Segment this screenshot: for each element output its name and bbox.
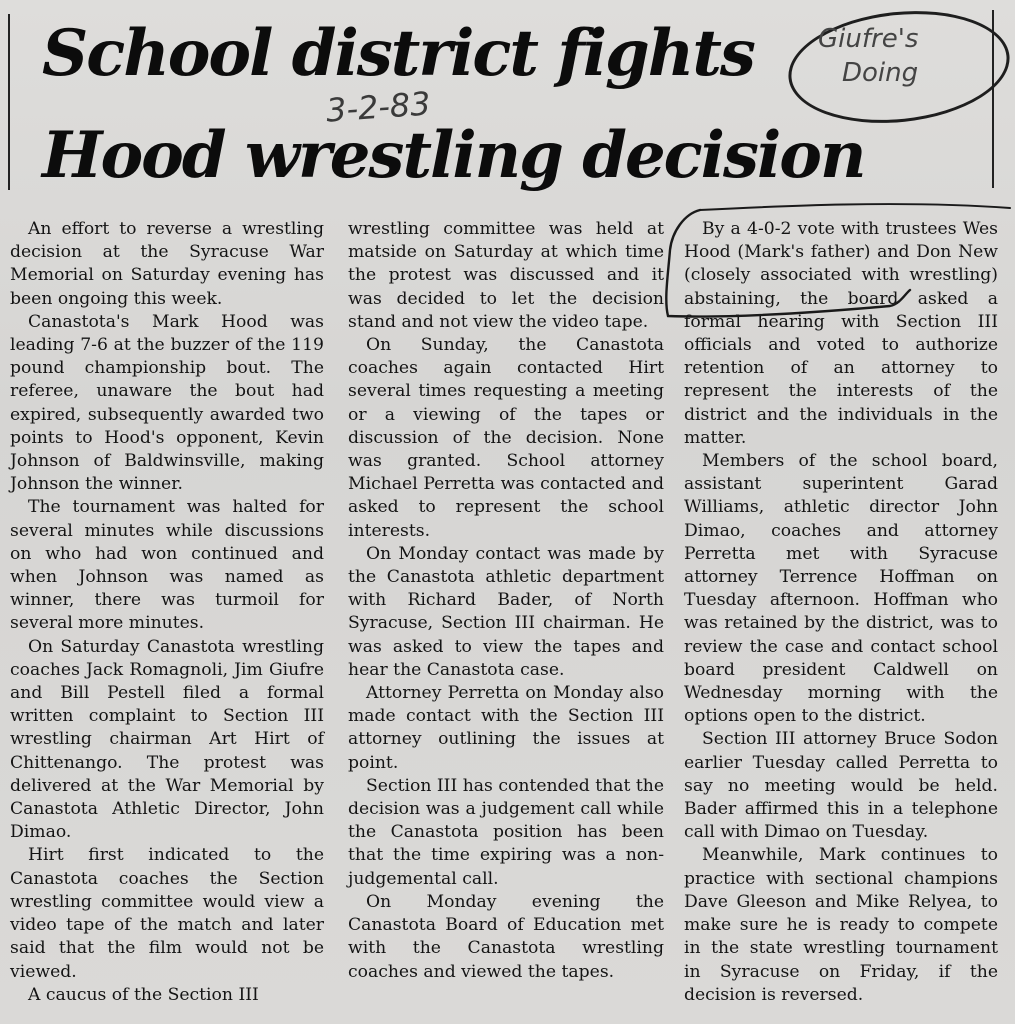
paragraph: The tournament was halted for several minutes while discussions on who had won continued and when Johnson was named as winner, there was turmoil for several more minutes. [10, 497, 324, 634]
paragraph: A caucus of the Section III [28, 984, 259, 1005]
paragraph: An effort to reverse a wrestling decision at the Syracuse War Memorial on Saturday evening has been ongoing this week. [10, 219, 324, 309]
paragraph: On Monday evening the Canastota Board of Education met with the Canastota wrestling coaches and viewed the tapes. [348, 891, 664, 982]
paragraph: Section III has contended that the decision was a judgement call while the Canastota position has been that the time expiring was a non-judgemental call. [348, 775, 664, 889]
handwritten-date: 3-2-83 [324, 84, 432, 130]
paragraph: Members of the school board, assistant superintent Garad Williams, athletic director John Dimao, coaches and attorney Perretta met with Syracuse attorney Terrence Hoffman on Tuesday afternoon. Hoffman who was retained by the district, was to review the case and contact school board president Caldwell on Wednesday morning with the options open to the district. [684, 451, 998, 727]
paragraph: Attorney Perretta on Monday also made contact with the Section III attorney outlining the issues at point. [348, 683, 664, 773]
paragraph: Hirt first indicated to the Canastota coaches the Section wrestling committee would view a video tape of the match and later said that the film would not be viewed. [10, 845, 324, 982]
headline-line-1: School district fights [42, 16, 754, 91]
paragraph: On Sunday, the Canastota coaches again contacted Hirt several times requesting a meeting or a viewing of the tapes or discussion of the decision. None was granted. School attorney Michael Perretta was contacted and asked to represent the school interests. [348, 335, 664, 541]
paragraph: wrestling committee was held at matside on Saturday at which time the protest was discussed and it was decided to let the decision stand and not view the video tape. [348, 219, 664, 332]
paragraph: By a 4-0-2 vote with trustees Wes Hood (Mark's father) and Don New (closely associated with wrestling) abstaining, the board asked a formal hearing with Section III officials and voted to authorize retention of an attorney to represent the interests of the district and the individuals in the matter. [684, 219, 998, 448]
handwritten-note-line-2: Doing [842, 58, 919, 88]
article-column-1 [10, 218, 324, 1007]
left-rule [8, 14, 10, 190]
handwritten-note-line-1: Giufre's [818, 24, 919, 54]
paragraph: Section III attorney Bruce Sodon earlier Tuesday called Perretta to say no meeting would be held. Bader affirmed this in a telephone call with Dimao on Tuesday. [684, 729, 998, 843]
article-column-2 [348, 218, 664, 984]
article-column-3 [684, 218, 998, 1007]
paragraph: Canastota's Mark Hood was leading 7-6 at the buzzer of the 119 pound championship bout. The referee, unaware the bout had expired, subsequently awarded two points to Hood's opponent, Kevin Johnson of Baldwinsville, making Johnson the winner. [10, 311, 324, 495]
headline-line-2: Hood wrestling decision [42, 118, 865, 193]
paragraph: On Monday contact was made by the Canastota athletic department with Richard Bader, of North Syracuse, Section III chairman. He was asked to view the tapes and hear the Canastota case. [348, 543, 664, 680]
paragraph: On Saturday Canastota wrestling coaches Jack Romagnoli, Jim Giufre and Bill Pestell filed a formal written complaint to Section III wrestling chairman Art Hirt of Chittenango. The protest was delivered at the War Memorial by Canastota Athletic Director, John Dimao. [10, 636, 324, 843]
handwritten-note [818, 22, 918, 90]
paragraph: Meanwhile, Mark continues to practice with sectional champions Dave Gleeson and Mike Relyea, to make sure he is ready to compete in the state wrestling tournament in Syracuse on Friday, if the decision is reversed. [684, 845, 998, 1005]
